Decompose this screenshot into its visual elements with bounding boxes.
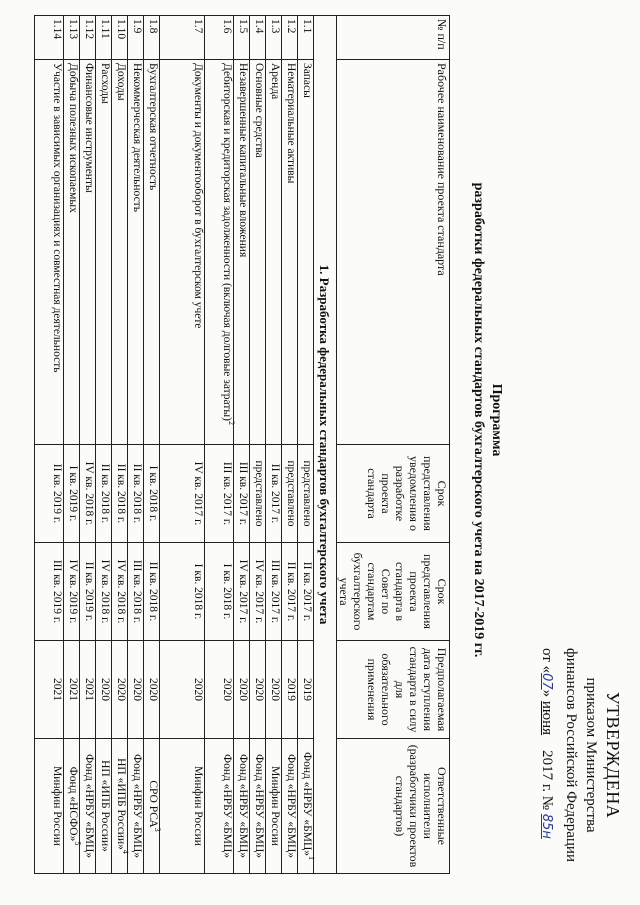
row-effective-year-text: 2020 [237, 678, 249, 701]
table-row [96, 16, 112, 874]
approval-stamp [536, 640, 625, 870]
row-notice-deadline-text: II кв. 2018 г. [131, 463, 143, 524]
date-year: 2017 г. № [539, 750, 555, 811]
row-responsible [266, 739, 282, 874]
date-day-handwritten: 07 [539, 673, 554, 690]
row-submit-deadline-text: IV кв. 2019 г. [67, 559, 79, 624]
row-responsible-text: Фонд «НРБУ «БМЦ» [285, 753, 297, 859]
row-submit-deadline-text: IV кв. 2018 г. [115, 559, 127, 624]
row-notice-deadline-text: IV кв. 2017 г. [192, 461, 204, 526]
row-submit-deadline [282, 543, 298, 641]
row-responsible [80, 739, 96, 874]
row-effective-year-text: 2021 [51, 678, 63, 701]
row-number-text: 1.14 [51, 19, 63, 40]
section-title: 1. Разработка федеральных стандартов бухгалтерского учета [314, 16, 337, 874]
row-submit-deadline [96, 543, 112, 641]
row-responsible [205, 739, 234, 874]
row-effective-year-text: 2020 [131, 678, 143, 701]
row-number [234, 16, 250, 60]
row-number [205, 16, 234, 60]
footnote-marker: 2 [226, 420, 236, 425]
row-responsible [128, 739, 144, 874]
footnote-marker: 4 [120, 849, 130, 854]
header-responsible: Ответственные исполнители (разработчики проектов стандартов) [337, 739, 450, 874]
row-number [144, 16, 160, 60]
row-name [234, 60, 250, 445]
row-number [35, 16, 64, 60]
row-effective-year [282, 641, 298, 739]
row-name [80, 60, 96, 445]
row-submit-deadline-text: III кв. 2019 г. [51, 559, 63, 624]
row-name-text: Нематериальные активы [285, 63, 297, 184]
row-name-text: Бухгалтерская отчетность [147, 63, 159, 191]
row-number-text: 1.12 [83, 19, 95, 40]
row-number [96, 16, 112, 60]
row-notice-deadline [112, 445, 128, 543]
row-notice-deadline [266, 445, 282, 543]
row-responsible-text: НП «ИПБ России» [115, 758, 127, 850]
row-effective-year [250, 641, 266, 739]
row-name-text: Документы и документооборот в бухгалтерском учете [192, 63, 204, 329]
row-notice-deadline-text: представлено [285, 460, 297, 527]
row-submit-deadline [234, 543, 250, 641]
row-notice-deadline-text: III кв. 2017 г. [221, 461, 233, 526]
header-effective: Предполагаемая дата вступления стандарта в силу для обязательного применения [337, 641, 450, 739]
row-number-text: 1.6 [221, 19, 233, 34]
footnote-marker: 5 [72, 841, 82, 846]
row-responsible [144, 739, 160, 874]
row-submit-deadline-text: I кв. 2018 г. [221, 563, 233, 620]
row-effective-year-text: 2020 [99, 678, 111, 701]
row-submit-deadline-text: IV кв. 2018 г. [99, 559, 111, 624]
row-submit-deadline-text: II кв. 2018 г. [147, 561, 159, 622]
row-notice-deadline [96, 445, 112, 543]
row-responsible-text: Минфин России [51, 766, 63, 846]
row-name-text: Расходы [99, 63, 111, 104]
row-submit-deadline-text: II кв. 2017 г. [285, 561, 297, 622]
header-name: Рабочее наименование проекта стандарта [337, 60, 450, 445]
row-name [64, 60, 80, 445]
row-name [112, 60, 128, 445]
row-name [144, 60, 160, 445]
row-number-text: 1.2 [285, 19, 297, 34]
row-name [250, 60, 266, 445]
row-notice-deadline-text: III кв. 2017 г. [237, 461, 249, 526]
row-notice-deadline [298, 445, 314, 543]
row-responsible [96, 739, 112, 874]
table-row [160, 16, 205, 874]
row-submit-deadline [128, 543, 144, 641]
header-notice: Срок представления уведомления о разработке проекта стандарта [337, 445, 450, 543]
row-number-text: 1.8 [147, 19, 159, 34]
row-responsible-text: Фонд «НРБУ «БМЦ» [221, 753, 233, 859]
approval-line-1: приказом Министерства [583, 677, 599, 833]
row-number [64, 16, 80, 60]
row-effective-year [144, 641, 160, 739]
row-name [160, 60, 205, 445]
row-effective-year [128, 641, 144, 739]
row-effective-year [205, 641, 234, 739]
table-row [35, 16, 64, 874]
row-responsible [35, 739, 64, 874]
table-row [128, 16, 144, 874]
row-name-text: Аренда [269, 63, 281, 100]
row-submit-deadline-text: IV кв. 2017 г. [237, 559, 249, 624]
row-submit-deadline [80, 543, 96, 641]
table-row [266, 16, 282, 874]
row-notice-deadline-text: II кв. 2017 г. [269, 463, 281, 524]
row-name-text: Добыча полезных ископаемых [67, 63, 79, 213]
row-responsible-text: Фонд «НРБУ «БМЦ» [301, 751, 313, 857]
row-notice-deadline-text: I кв. 2018 г. [147, 465, 159, 522]
row-number-text: 1.3 [269, 19, 281, 34]
row-name-text: Запасы [301, 63, 313, 98]
row-name-text: Финансовые инструменты [83, 63, 95, 193]
row-notice-deadline [35, 445, 64, 543]
row-effective-year-text: 2019 [301, 678, 313, 701]
row-name [266, 60, 282, 445]
row-effective-year-text: 2020 [147, 678, 159, 701]
row-responsible [250, 739, 266, 874]
row-submit-deadline [112, 543, 128, 641]
header-num: № п/п [337, 16, 450, 60]
row-submit-deadline-text: IV кв. 2017 г. [253, 559, 265, 624]
row-notice-deadline [64, 445, 80, 543]
row-number [250, 16, 266, 60]
row-notice-deadline-text: II кв. 2018 г. [99, 463, 111, 524]
row-effective-year [266, 641, 282, 739]
row-effective-year [234, 641, 250, 739]
row-name-text: Участие в зависимых организациях и совместная деятельность [51, 63, 63, 373]
row-responsible-text: Фонд «НРБУ «БМЦ» [253, 753, 265, 859]
row-number-text: 1.1 [301, 19, 313, 34]
table-row [144, 16, 160, 874]
row-responsible [298, 739, 314, 874]
row-notice-deadline-text: представлено [253, 460, 265, 527]
row-effective-year [80, 641, 96, 739]
row-effective-year [35, 641, 64, 739]
header-submit: Срок представления проекта стандарта в Совет по стандартам бухгалтерского учета [337, 543, 450, 641]
table-row [250, 16, 266, 874]
row-effective-year-text: 2019 [285, 678, 297, 701]
row-submit-deadline [64, 543, 80, 641]
row-responsible-text: Фонд «НРБУ «БМЦ» [131, 753, 143, 859]
row-submit-deadline [298, 543, 314, 641]
table-row [64, 16, 80, 874]
approval-date-line [536, 640, 557, 870]
footnote-marker: 1 [306, 856, 316, 861]
row-number-text: 1.10 [115, 19, 127, 40]
row-number-text: 1.13 [67, 19, 79, 40]
row-notice-deadline [205, 445, 234, 543]
row-number-text: 1.7 [192, 19, 204, 34]
row-name-text: Основные средства [253, 63, 265, 158]
row-effective-year [64, 641, 80, 739]
title-line-1: Программа [489, 383, 504, 457]
row-submit-deadline [266, 543, 282, 641]
row-notice-deadline-text: представлено [301, 460, 313, 527]
row-name-text: Дебиторская и кредиторская задолженности (включая долговые затраты) [221, 63, 233, 421]
row-name [298, 60, 314, 445]
row-number [80, 16, 96, 60]
row-effective-year [96, 641, 112, 739]
row-name-text: Доходы [115, 63, 127, 101]
row-responsible-text: Фонд «НРБУ «БМЦ» [83, 753, 95, 859]
row-responsible [112, 739, 128, 874]
row-effective-year-text: 2021 [67, 678, 79, 701]
date-month: июня [539, 700, 555, 736]
row-submit-deadline [144, 543, 160, 641]
approval-heading: УТВЕРЖДЕНА [603, 691, 623, 819]
row-number [160, 16, 205, 60]
row-responsible [234, 739, 250, 874]
row-notice-deadline [250, 445, 266, 543]
row-name-text: Некоммерческая деятельность [131, 63, 143, 212]
row-notice-deadline-text: I кв. 2019 г. [67, 465, 79, 522]
order-number-handwritten: 85н [539, 813, 554, 839]
row-number [282, 16, 298, 60]
row-responsible [160, 739, 205, 874]
row-name-text: Незавершенные капитальные вложения [237, 63, 249, 258]
row-submit-deadline-text: III кв. 2017 г. [269, 559, 281, 624]
row-notice-deadline [144, 445, 160, 543]
row-notice-deadline [160, 445, 205, 543]
row-effective-year [112, 641, 128, 739]
table-row [112, 16, 128, 874]
row-notice-deadline [282, 445, 298, 543]
date-mid: » [539, 689, 555, 698]
row-effective-year-text: 2020 [192, 678, 204, 701]
row-responsible-text: Фонд «НРБУ «БМЦ» [237, 753, 249, 859]
row-name [96, 60, 112, 445]
row-responsible-text: НП «ИПБ России» [99, 760, 111, 852]
row-submit-deadline [205, 543, 234, 641]
row-effective-year-text: 2020 [269, 678, 281, 701]
row-name [128, 60, 144, 445]
row-effective-year [160, 641, 205, 739]
row-responsible-text: Минфин России [192, 766, 204, 846]
footnote-marker: 3 [152, 827, 162, 832]
row-responsible [64, 739, 80, 874]
table-header-row [337, 16, 450, 874]
row-submit-deadline [160, 543, 205, 641]
row-submit-deadline-text: II кв. 2017 г. [301, 561, 313, 622]
row-name [35, 60, 64, 445]
date-prefix: от « [539, 648, 555, 674]
program-title [469, 60, 505, 780]
row-effective-year-text: 2021 [83, 678, 95, 701]
row-effective-year [298, 641, 314, 739]
row-notice-deadline [128, 445, 144, 543]
table-row [298, 16, 314, 874]
section-row [314, 16, 337, 874]
table-row [80, 16, 96, 874]
row-notice-deadline-text: II кв. 2019 г. [51, 463, 63, 524]
row-number-text: 1.11 [99, 19, 111, 39]
row-responsible [282, 739, 298, 874]
row-number [266, 16, 282, 60]
approval-line-2: финансов Российской Федерации [563, 648, 579, 862]
table-row [234, 16, 250, 874]
row-submit-deadline-text: III кв. 2018 г. [131, 559, 143, 624]
table-row [282, 16, 298, 874]
row-notice-deadline-text: II кв. 2018 г. [115, 463, 127, 524]
row-number-text: 1.4 [253, 19, 265, 34]
row-effective-year-text: 2020 [115, 678, 127, 701]
row-number-text: 1.5 [237, 19, 249, 34]
row-name [282, 60, 298, 445]
row-number-text: 1.9 [131, 19, 143, 34]
table-body [35, 16, 337, 874]
row-responsible-text: Минфин России [269, 766, 281, 846]
row-submit-deadline-text: I кв. 2018 г. [192, 563, 204, 620]
row-effective-year-text: 2020 [221, 678, 233, 701]
row-notice-deadline-text: IV кв. 2018 г. [83, 461, 95, 526]
row-responsible-text: Фонд «НСФО» [67, 766, 79, 842]
row-responsible-text: СРО РСА [147, 780, 159, 828]
row-submit-deadline [35, 543, 64, 641]
row-notice-deadline [234, 445, 250, 543]
program-table [34, 15, 450, 874]
row-number [112, 16, 128, 60]
row-number [128, 16, 144, 60]
row-submit-deadline-text: II кв. 2019 г. [83, 561, 95, 622]
title-line-2: разработки федеральных стандартов бухгалтерского учета на 2017-2019 гг. [471, 182, 486, 658]
row-name [205, 60, 234, 445]
row-effective-year-text: 2020 [253, 678, 265, 701]
table-row [205, 16, 234, 874]
row-submit-deadline [250, 543, 266, 641]
row-number [298, 16, 314, 60]
row-notice-deadline [80, 445, 96, 543]
